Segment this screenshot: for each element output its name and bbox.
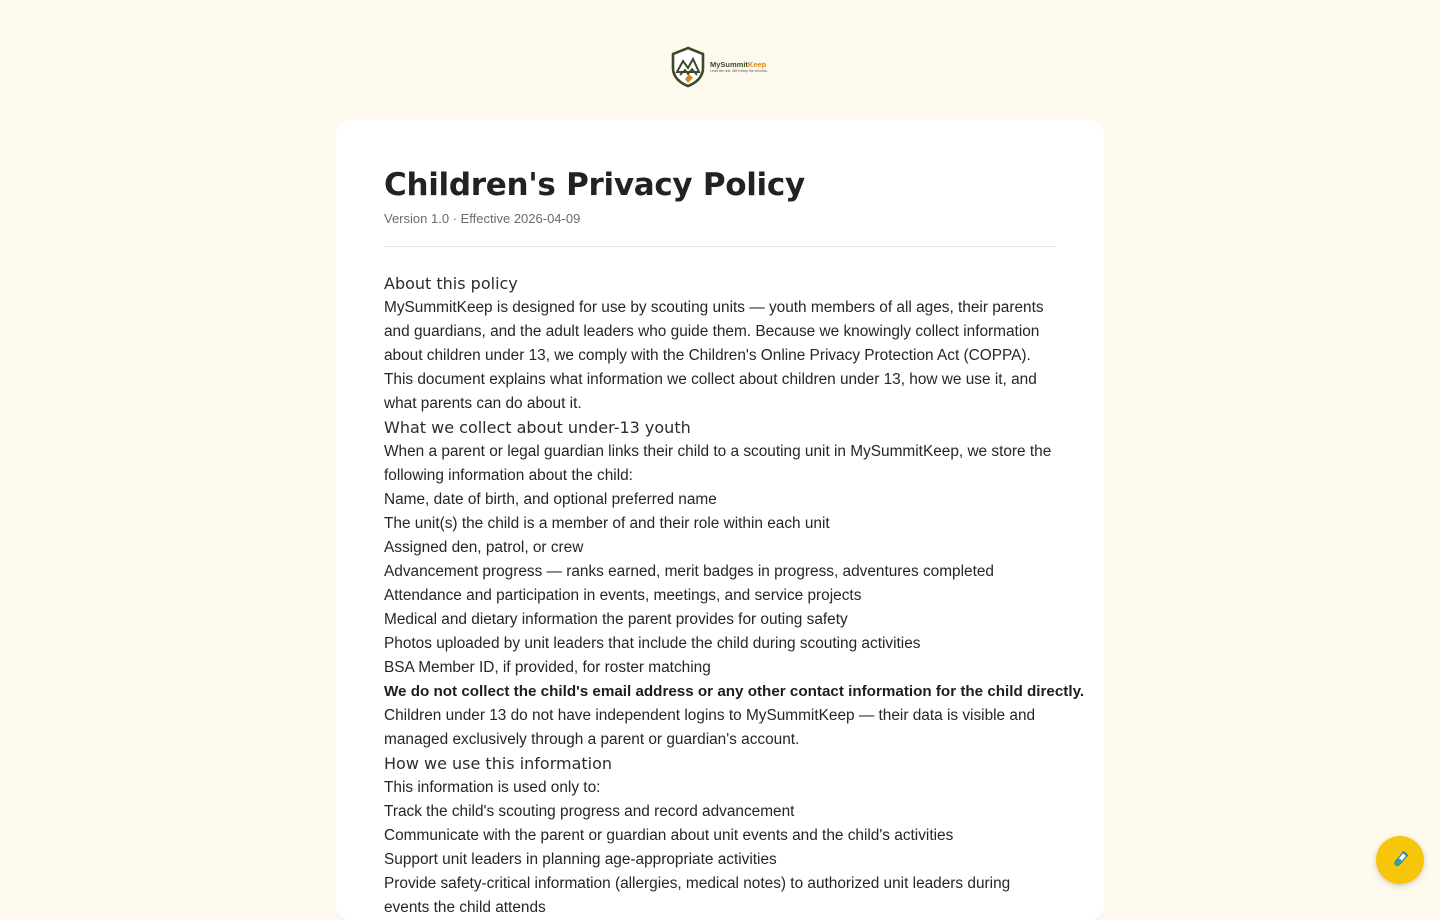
collect-intro: When a parent or legal guardian links their child to a scouting unit in MySummitKeep, we store the following information about the child: (384, 443, 1052, 484)
use-intro: This information is used only to: (384, 779, 601, 796)
divider (384, 246, 1056, 247)
about-paragraph: MySummitKeep is designed for use by scouting units — youth members of all ages, their parents and guardians, and the adult leaders who guide them. Because we knowingly collect information about children under 13, we comply with the Children's Online Privacy Protection Act (COPPA). This document explains what information we collect about children under 13, how we use it, and what parents can do about it. (384, 299, 1044, 412)
version-meta: Version 1.0 · Effective 2026-04-09 (384, 211, 581, 226)
test-tube-icon (1390, 850, 1410, 870)
list-item: Assigned den, patrol, or crew (384, 539, 584, 556)
page-title: Children's Privacy Policy (384, 167, 805, 203)
dev-tools-button[interactable] (1376, 836, 1424, 884)
list-item: Provide safety-critical information (allergies, medical notes) to authorized unit leaders during events the child attends (384, 875, 1011, 916)
no-contact-note: We do not collect the child's email address or any other contact information for the child directly. (384, 683, 1085, 700)
page-header (0, 0, 1440, 120)
policy-content (384, 164, 1085, 920)
list-item: Attendance and participation in events, meetings, and service projects (384, 587, 862, 604)
section-heading-about: About this policy (384, 274, 518, 293)
shield-mountain-icon (670, 46, 706, 88)
list-item: Photos uploaded by unit leaders that include the child during scouting activities (384, 635, 921, 652)
list-item: Communicate with the parent or guardian about unit events and the child's activities (384, 827, 954, 844)
brand-name: MySummitKeep (710, 59, 767, 69)
list-item: Name, date of birth, and optional preferred name (384, 491, 717, 508)
list-item: Advancement progress — ranks earned, merit badges in progress, adventures completed (384, 563, 994, 580)
policy-card (336, 120, 1104, 920)
list-item: Track the child's scouting progress and record advancement (384, 803, 795, 820)
brand-tagline: Lead the unit. We'll keep the records. (710, 69, 768, 73)
section-heading-use: How we use this information (384, 754, 613, 773)
list-item: BSA Member ID, if provided, for roster matching (384, 659, 711, 676)
list-item: The unit(s) the child is a member of and their role within each unit (384, 515, 830, 532)
list-item: Support unit leaders in planning age-appropriate activities (384, 851, 777, 868)
brand-logo[interactable] (670, 46, 770, 88)
section-heading-collect: What we collect about under-13 youth (384, 418, 691, 437)
list-item: Medical and dietary information the parent provides for outing safety (384, 611, 848, 628)
collect-outro: Children under 13 do not have independent logins to MySummitKeep — their data is visible and managed exclusively through a parent or guardian's account. (384, 707, 1036, 748)
